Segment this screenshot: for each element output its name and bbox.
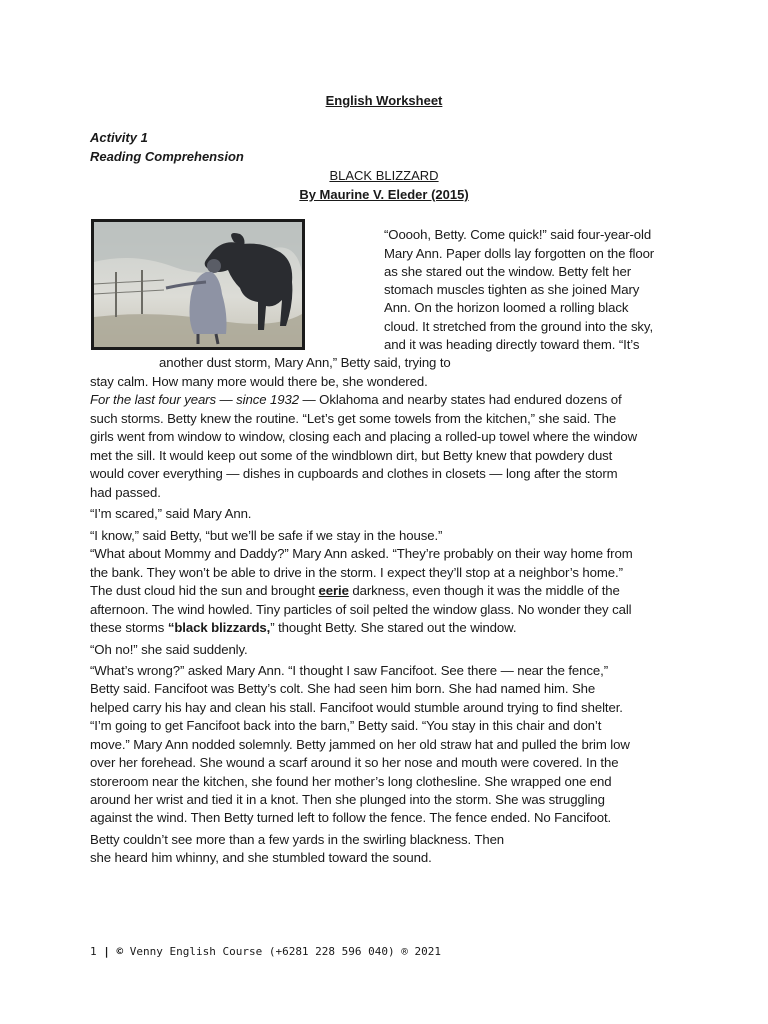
- story-line-rest: darkness, even though it was the middle of the: [348, 583, 620, 598]
- story-line: helped carry his hay and clean his stall. Fancifoot would stumble around trying to find shelter.: [90, 700, 623, 715]
- story-line: Mary Ann. Paper dolls lay forgotten on the floor: [384, 246, 655, 261]
- story-line: as she stared out the window. Betty felt her: [384, 264, 632, 279]
- story-line: and it was heading directly toward them. “It’s: [384, 337, 640, 352]
- story-line: would cover everything — dishes in cupboards and clothes in closets — long after the storm: [90, 466, 618, 481]
- story-line: against the wind. Then Betty turned left to follow the fence. The fence ended. No Fancifoot.: [90, 810, 612, 825]
- story-line: met the sill. It would keep out some of the windblown dirt, but Betty knew that powdery dust: [90, 448, 613, 463]
- story-line-start: these storms: [90, 620, 168, 635]
- story-line: “What about Mommy and Daddy?” Mary Ann asked. “They’re probably on their way home from: [90, 546, 633, 561]
- activity-subtitle: Reading Comprehension: [90, 149, 244, 164]
- story-title-text: BLACK BLIZZARD: [329, 168, 439, 183]
- story-title: [0, 168, 768, 183]
- story-line: “I’m scared,” said Mary Ann.: [90, 506, 252, 521]
- bold-phrase: “black blizzards,: [167, 620, 271, 635]
- copyright-icon: ©: [116, 945, 124, 958]
- story-line: the bank. They won’t be able to drive in the storm. I expect they’ll stop at a neighbor’s home.”: [90, 565, 623, 580]
- activity-number: Activity 1: [90, 130, 148, 145]
- story-line-italic: For the last four years — since 1932: [90, 392, 299, 407]
- story-line: stomach muscles tighten as she joined Mary: [384, 282, 640, 297]
- story-line: “What’s wrong?” asked Mary Ann. “I thought I saw Fancifoot. See there — near the fence,”: [90, 663, 608, 678]
- story-line: [90, 583, 620, 598]
- story-line: another dust storm, Mary Ann,” Betty said, trying to: [159, 355, 451, 370]
- story-author: By Maurine V. Eleder (2015): [299, 187, 469, 202]
- story-line-rest: — Oklahoma and nearby states had endured dozens of: [298, 392, 622, 407]
- story-line: girls went from window to window, closing each and placing a rolled-up towel where the window: [90, 429, 638, 444]
- story-line: “Oh no!” she said suddenly.: [90, 642, 248, 657]
- story-line-rest: ” thought Betty. She stared out the window.: [270, 620, 517, 635]
- story-line: over her forehead. She wound a scarf around it so her nose and mouth were covered. In the: [90, 755, 619, 770]
- footer-separator: |: [103, 945, 110, 958]
- story-line: “Ooooh, Betty. Come quick!” said four-year-old: [384, 227, 652, 242]
- footer-text: Venny English Course (+6281 228 596 040) ® 2021: [129, 945, 442, 958]
- story-line: Betty said. Fancifoot was Betty’s colt. She had seen him born. She had named him. She: [90, 681, 596, 696]
- story-line-start: The dust cloud hid the sun and brought: [90, 583, 319, 598]
- story-line: “I’m going to get Fancifoot back into the barn,” Betty said. “You stay in this chair and don’t: [90, 718, 602, 733]
- story-line: around her wrist and tied it in a knot. Then she plunged into the storm. She was struggling: [90, 792, 605, 807]
- page-number: 1: [90, 945, 97, 958]
- story-line: move.” Mary Ann nodded solemnly. Betty jammed on her old straw hat and pulled the brim low: [90, 737, 630, 752]
- story-line: such storms. Betty knew the routine. “Let’s get some towels from the kitchen,” she said. The: [90, 411, 617, 426]
- story-line: cloud. It stretched from the ground into the sky,: [384, 319, 654, 334]
- story-line: Betty couldn’t see more than a few yards in the swirling blackness. Then: [90, 832, 505, 847]
- illustration-drawing: [94, 222, 302, 347]
- story-line: afternoon. The wind howled. Tiny particles of soil pelted the window glass. No wonder they call: [90, 602, 632, 617]
- story-line: had passed.: [90, 485, 161, 500]
- horse-and-girl-illustration: [91, 219, 305, 350]
- story-line: “I know,” said Betty, “but we’ll be safe if we stay in the house.”: [90, 528, 443, 543]
- vocabulary-word: eerie: [318, 583, 349, 598]
- story-line: [90, 620, 516, 635]
- story-line: storeroom near the kitchen, she found her mother’s long clothesline. She wrapped one end: [90, 774, 612, 789]
- story-line: [90, 392, 622, 407]
- story-line: stay calm. How many more would there be, she wondered.: [90, 374, 428, 389]
- worksheet-title: English Worksheet: [325, 93, 443, 108]
- page-footer: [90, 945, 441, 958]
- story-line: she heard him whinny, and she stumbled toward the sound.: [90, 850, 432, 865]
- story-line: Ann. On the horizon loomed a rolling black: [384, 300, 629, 315]
